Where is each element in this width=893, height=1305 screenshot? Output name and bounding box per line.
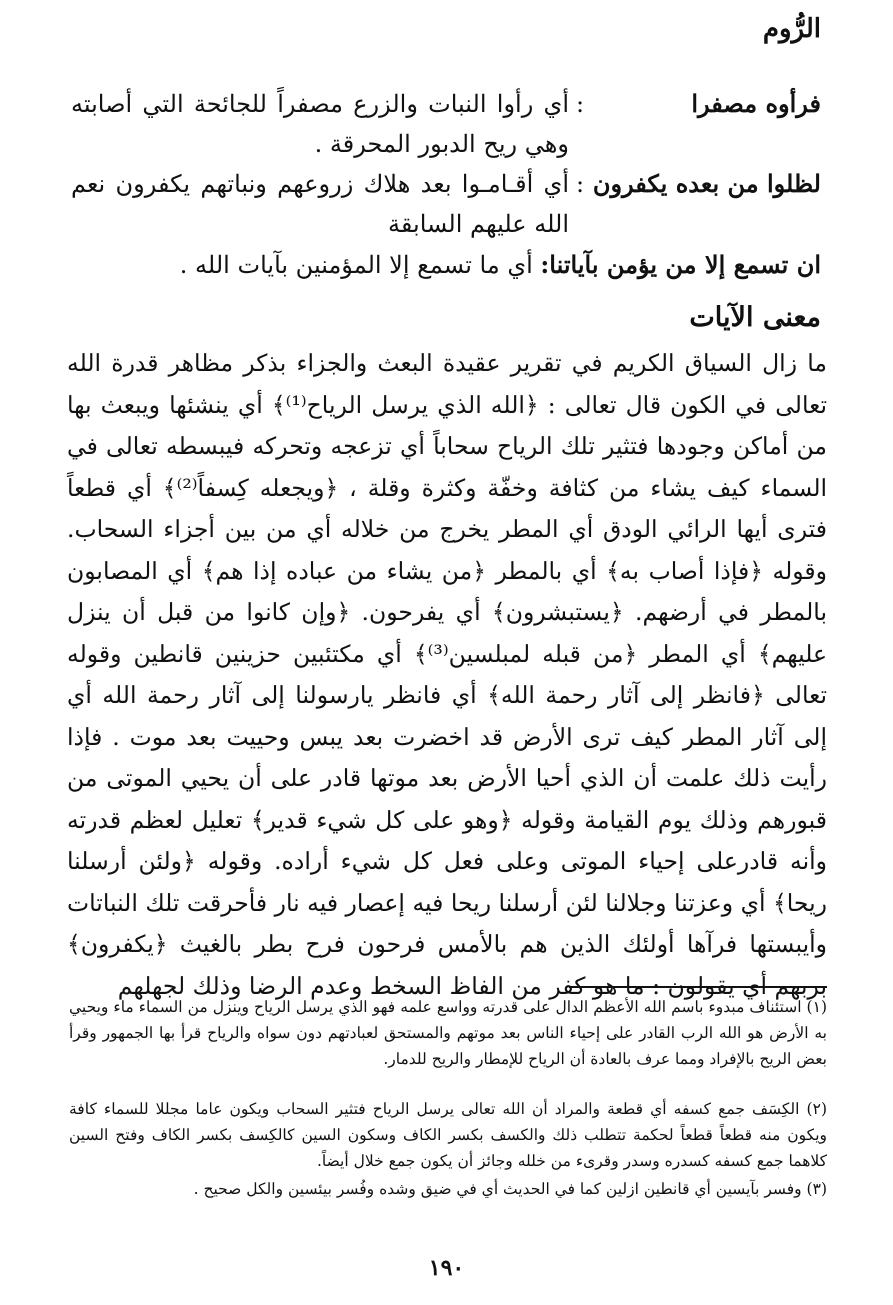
gloss-definition: أي أقـامـوا بعد هلاك زروعهم ونباتهم يكفرون نعم الله عليهم السابقة [71,170,569,238]
gloss-term: لظلوا من بعده يكفرون [592,169,821,198]
commentary-body: ما زال السياق الكريم في تقرير عقيدة البعث والجزاء بذكر مظاهر قدرة الله تعالى في الكون قال تعالى : ﴿الله الذي يرسل الرياح⁽¹⁾﴾ أي ينشئها ويبعث بها من أماكن وجودها فتثير تلك الرياح سحاباً أي تزعجه وتحركه فيبسطه تعالى في السماء كيف يشاء من كثافة وخفّة وكثرة وقلة ، ﴿ويجعله كِسفاً⁽²⁾﴾ أي قطعاً فترى أيها الرائي الودق أي المطر يخرج من خلاله أي من بين أجزاء السحاب. وقوله ﴿فإذا أصاب به﴾ أي بالمطر ﴿من يشاء من عباده إذا هم﴾ أي المصابون بالمطر في أرضهم. ﴿يستبشرون﴾ أي يفرحون. ﴿وإن كانوا من قبل أن ينزل عليهم﴾ أي المطر ﴿من قبله لمبلسين⁽³⁾﴾ أي مكتئبين حزينين قانطين وقوله تعالى ﴿فانظر إلى آثار رحمة الله﴾ أي فانظر يارسولنا إلى آثار رحمة الله أي إلى آثار المطر كيف ترى الأرض قد اخضرت بعد يبس وحييت بعد موت . فإذا رأيت ذلك علمت أن الذي أحيا الأرض بعد موتها قادر على أن يحيي الموتى من قبورهم وذلك يوم القيامة وقوله ﴿وهو على كل شيء قدير﴾ تعليل لعظم قدرته وأنه قادرعلى إحياء الموتى وعلى فعل كل شيء أراده. وقوله ﴿ولئن أرسلنا ريحا﴾ أي وعزتنا وجلالنا لئن أرسلنا ريحا فيه إعصار فيه نار فأحرقت تلك النباتات وأيبستها فرآها أولئك الذين هم بالأمس فرحون فرح بطر بالغيث ﴿يكفرون﴾ بربهم أي يقولون : ما هو كفر من الفاظ السخط وعدم الرضا وذلك لجهلهم [67,349,828,1000]
gloss-entry [71,164,821,244]
page-number: ١٩٠ [428,1255,465,1281]
gloss-term: فرأوه مصفرا [691,89,821,118]
footnote-separator [569,986,827,988]
gloss-term: ان تسمع إلا من يؤمن بآياتنا: [540,250,821,279]
running-head: الرُّوم [762,14,821,44]
gloss-entry-inline [71,245,821,285]
section-title: معنى الآيات [689,302,821,333]
footnote-2: (٢) الكِسَف جمع كسفه أي قطعة والمراد أن الله تعالى يرسل الرياح فتثير السحاب ويكون عاما مجللا للسماء كافة ويكون منه قطعاً قطعاً لحكمة تتطلب ذلك والكسف بكسر الكاف وسكون السين كالكِسف بكسر الكاف وفتح السين كلاهما جمع كسفه كسدره وسدر وقرىء من خلله وجائز أن يكون جمع خلال أيضاً. [69,1100,827,1170]
gloss-definition: أي ما تسمع إلا المؤمنين بآيات الله . [179,251,533,279]
gloss-colon: : [575,90,585,118]
gloss-entry [71,84,821,164]
gloss-definition: أي رأوا النبات والزرع مصفراً للجائحة التي أصابته وهي ريح الدبور المحرقة . [71,90,569,158]
footnote-1: (١) استئناف مبدوء باسم الله الأعظم الدال على قدرته وواسع علمه فهو الذي يرسل الرياح وينزل من السماء ماء ويحيي به الأرض هو الله الرب القادر على إحياء الناس بعد موتهم والمستحق لعبادتهم دون سواه والرياح قرأ بها الجمهور وقرأ بعض الريح بالإفراد ومما عرف بالعادة أن الرياح للإمطار والريح للدمار. [69,998,827,1068]
gloss-colon: : [575,170,585,198]
footnote-3: (٣) وفسر بآيسين أي قانطين ازلين كما في الحديث أي في ضيق وشده وفُسر بيئسين والكل صحيح . [193,1180,827,1198]
